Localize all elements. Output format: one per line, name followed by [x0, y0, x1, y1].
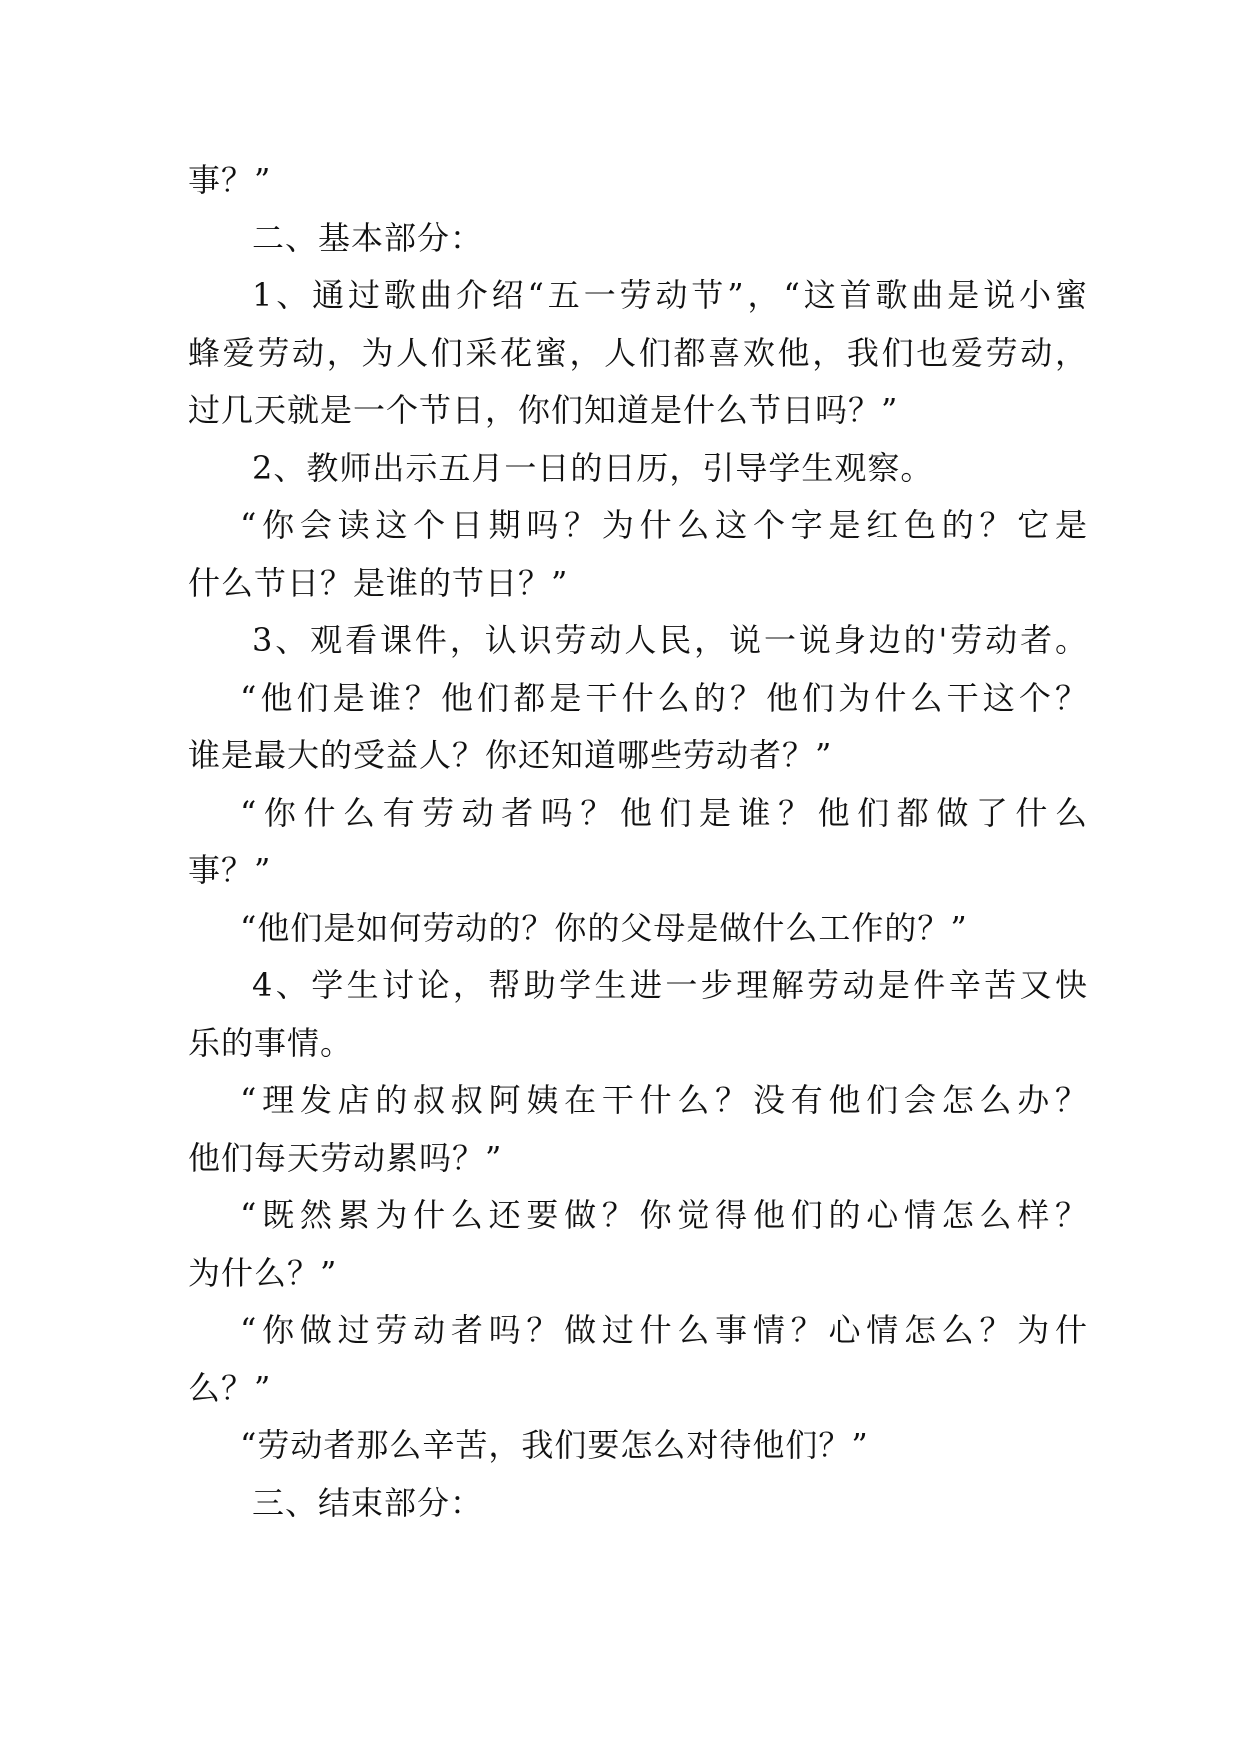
section-heading: 二、基本部分：: [252, 218, 484, 257]
paragraph-line: 乐的事情。: [188, 1023, 354, 1062]
paragraph-line: “他们是如何劳动的？你的父母是做什么工作的？”: [240, 908, 968, 947]
paragraph-line: 1、通过歌曲介绍“五一劳动节”，“这首歌曲是说小蜜: [252, 276, 1088, 314]
paragraph-line: 2、教师出示五月一日的日历，引导学生观察。: [252, 448, 934, 487]
paragraph-line: 为什么？”: [188, 1253, 338, 1292]
paragraph-line: 他们每天劳动累吗？”: [188, 1138, 503, 1177]
paragraph-line: “理发店的叔叔阿姨在干什么？没有他们会怎么办？: [240, 1081, 1088, 1119]
paragraph-line: “劳动者那么辛苦，我们要怎么对待他们？”: [240, 1426, 869, 1464]
paragraph-line: 4、学生讨论，帮助学生进一步理解劳动是件辛苦又快: [252, 966, 1088, 1004]
paragraph-line: “既然累为什么还要做？你觉得他们的心情怎么样？: [240, 1196, 1088, 1234]
paragraph-line: 事？”: [188, 851, 272, 889]
paragraph-line: 过几天就是一个节日，你们知道是什么节日吗？”: [188, 391, 899, 429]
paragraph-line: 蜂爱劳动，为人们采花蜜，人们都喜欢他，我们也爱劳动，: [188, 333, 1088, 372]
paragraph-line: 3、观看课件，认识劳动人民，说一说身边的'劳动者。: [252, 621, 1088, 659]
section-heading: 三、结束部分：: [252, 1483, 484, 1522]
paragraph-line: 谁是最大的受益人？你还知道哪些劳动者？”: [188, 736, 833, 774]
paragraph-line: 事？”: [188, 161, 272, 199]
document-body: [188, 152, 1088, 1532]
paragraph-line: “你会读这个日期吗？为什么这个字是红色的？它是: [240, 506, 1088, 544]
paragraph-line: “他们是谁？他们都是干什么的？他们为什么干这个？: [240, 678, 1088, 717]
paragraph-line: “你做过劳动者吗？做过什么事情？心情怎么？为什: [240, 1311, 1088, 1349]
paragraph-line: 什么节日？是谁的节日？”: [188, 563, 569, 602]
paragraph-line: “你什么有劳动者吗？他们是谁？他们都做了什么: [240, 793, 1088, 832]
paragraph-line: 么？”: [188, 1368, 272, 1407]
